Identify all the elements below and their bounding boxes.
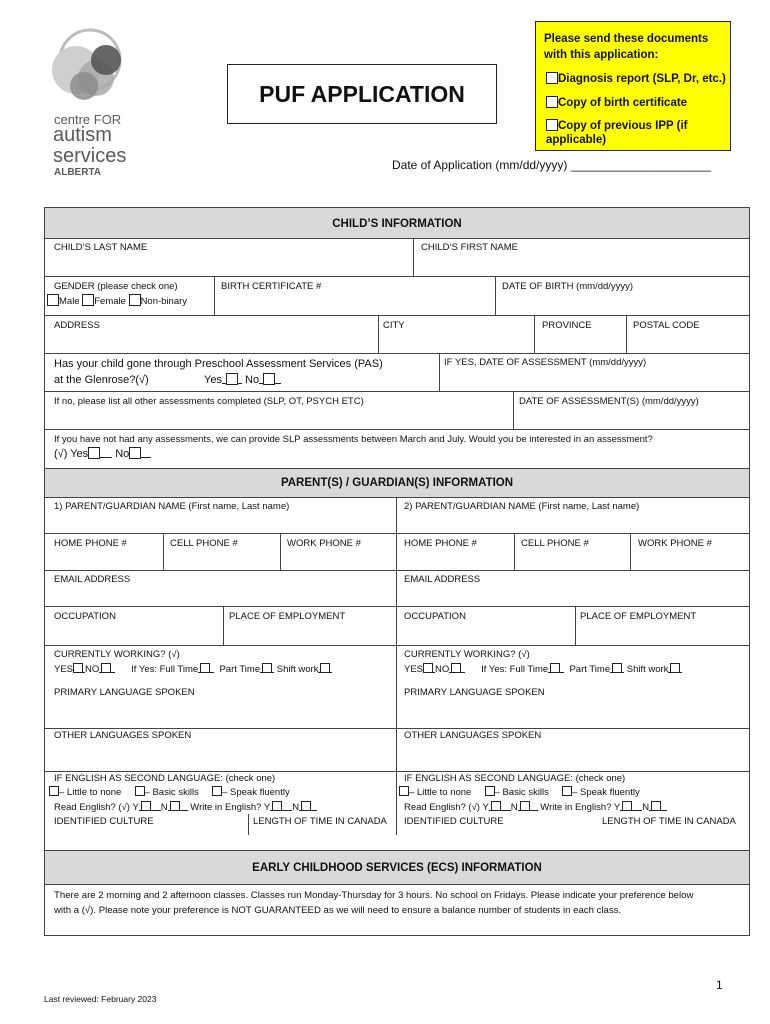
- write-label: Write in English? Y: [190, 802, 271, 813]
- no-label: No: [245, 374, 260, 386]
- p2-primary-language-label: PRIMARY LANGUAGE SPOKEN: [404, 687, 545, 698]
- n-label: N: [292, 802, 300, 813]
- logo-line1: centre FOR: [54, 112, 122, 127]
- checkbox[interactable]: [451, 663, 461, 673]
- checkbox[interactable]: [49, 786, 59, 796]
- checkbox[interactable]: [670, 663, 680, 673]
- child-last-name-label: CHILD’S LAST NAME: [54, 242, 148, 253]
- part-time-label: Part Time: [219, 664, 261, 675]
- p1-working-label: CURRENTLY WORKING? (√): [54, 649, 180, 660]
- checkbox[interactable]: [399, 786, 409, 796]
- basic-label: – Basic skills: [494, 787, 549, 798]
- n-label: N: [510, 802, 518, 813]
- divider: [626, 315, 627, 353]
- checkbox[interactable]: [262, 663, 272, 673]
- pas-no-checkbox[interactable]: [263, 373, 275, 385]
- checkbox[interactable]: [562, 786, 572, 796]
- logo-line4: ALBERTA: [54, 167, 102, 178]
- checkbox[interactable]: [301, 801, 311, 811]
- assessment-dates-label: DATE OF ASSESSMENT(S) (mm/dd/yyyy): [519, 396, 699, 407]
- checkbox[interactable]: [651, 801, 661, 811]
- checkbox[interactable]: [423, 663, 433, 673]
- checkbox[interactable]: [272, 801, 282, 811]
- slp-no-label: No: [115, 448, 130, 460]
- little-label: – Little to none: [409, 787, 472, 798]
- other-assessments-label: If no, please list all other assessments completed (SLP, OT, PSYCH ETC): [54, 396, 364, 407]
- child-first-name-label: CHILD’S FIRST NAME: [421, 242, 518, 253]
- child-section-title: CHILD’S INFORMATION: [332, 218, 462, 230]
- divider: [396, 497, 397, 835]
- checkbox[interactable]: [170, 801, 180, 811]
- p1-esl-label: IF ENGLISH AS SECOND LANGUAGE: (check one): [54, 773, 276, 784]
- divider: [45, 645, 749, 646]
- checkbox[interactable]: [612, 663, 622, 673]
- divider: [513, 391, 514, 429]
- doc-item-ipp: [546, 119, 726, 147]
- checkbox[interactable]: [622, 801, 632, 811]
- p1-work-phone-label: WORK PHONE #: [287, 538, 361, 549]
- divider: [413, 238, 414, 276]
- p1-primary-language-label: PRIMARY LANGUAGE SPOKEN: [54, 687, 195, 698]
- checkbox[interactable]: [550, 663, 560, 673]
- write-label: Write in English? Y: [540, 802, 621, 813]
- page-number: 1: [716, 978, 723, 992]
- full-time-label: If Yes: Full Time: [481, 664, 549, 675]
- footer-last-reviewed: Last reviewed: February 2023: [44, 994, 157, 1004]
- pas-date-label: IF YES, DATE OF ASSESSMENT (mm/dd/yyyy): [444, 357, 647, 368]
- p1-home-phone-label: HOME PHONE #: [54, 538, 127, 549]
- no-label: NO: [435, 664, 450, 675]
- divider: [45, 533, 749, 534]
- checkbox[interactable]: [520, 801, 530, 811]
- province-label: PROVINCE: [542, 320, 592, 331]
- divider: [534, 315, 535, 353]
- divider: [495, 276, 496, 315]
- p2-other-languages-label: OTHER LANGUAGES SPOKEN: [404, 730, 542, 741]
- gender-label: GENDER (please check one): [54, 281, 178, 292]
- address-label: ADDRESS: [54, 320, 100, 331]
- doc-item-label: Copy of previous IPP (if applicable): [546, 120, 688, 146]
- checkbox[interactable]: [491, 801, 501, 811]
- divider: [575, 606, 576, 645]
- slp-yes-no: [54, 446, 151, 462]
- pas-yes-checkbox[interactable]: [226, 373, 238, 385]
- checkbox[interactable]: [320, 663, 330, 673]
- ecs-line-1: There are 2 morning and 2 afternoon classes. Classes run Monday-Thursday for 3 hours. No school on Fridays. Please indicate your preference below: [54, 890, 694, 901]
- divider: [223, 606, 224, 645]
- p2-read-write: [404, 800, 667, 814]
- p2-work-phone-label: WORK PHONE #: [638, 538, 712, 549]
- p2-length-label: LENGTH OF TIME IN CANADA: [602, 816, 736, 827]
- logo-line3: services: [53, 145, 127, 167]
- fluent-label: – Speak fluently: [572, 787, 640, 798]
- yes-label: YES: [54, 664, 74, 675]
- documents-box: [535, 21, 731, 151]
- fluent-label: – Speak fluently: [222, 787, 290, 798]
- checkbox[interactable]: [546, 96, 558, 108]
- divider: [163, 533, 164, 570]
- checkbox[interactable]: [73, 663, 83, 673]
- divider: [378, 315, 379, 353]
- p2-working-options: [404, 662, 682, 676]
- checkbox[interactable]: [101, 663, 111, 673]
- p1-working-options: [54, 662, 332, 676]
- gender-option-label: Female: [94, 296, 126, 307]
- doc-item-label: Diagnosis report (SLP, Dr, etc.): [558, 73, 726, 85]
- p1-cell-phone-label: CELL PHONE #: [170, 538, 238, 549]
- checkbox[interactable]: [546, 119, 558, 131]
- p1-length-label: LENGTH OF TIME IN CANADA: [253, 816, 387, 827]
- p1-place-label: PLACE OF EMPLOYMENT: [229, 611, 346, 622]
- read-label: Read English? (√) Y: [54, 802, 139, 813]
- n-label: N: [160, 802, 168, 813]
- yes-label: Yes: [204, 374, 222, 386]
- p1-email-label: EMAIL ADDRESS: [54, 574, 131, 585]
- doc-item-label: Copy of birth certificate: [558, 97, 688, 109]
- shift-label: Shift work: [626, 664, 669, 675]
- divider: [45, 606, 749, 607]
- divider: [248, 814, 249, 835]
- city-label: CITY: [383, 320, 405, 331]
- slp-question: If you have not had any assessments, we can provide SLP assessments between March and July. Would you be interested in an assessment?: [54, 434, 653, 445]
- parent2-name-label: 2) PARENT/GUARDIAN NAME (First name, Last name): [404, 501, 640, 512]
- divider: [45, 391, 749, 392]
- slp-yes-label: (√) Yes: [54, 448, 89, 460]
- p2-cell-phone-label: CELL PHONE #: [521, 538, 589, 549]
- pas-question-2: at the Glenrose?(√): [54, 374, 149, 386]
- slp-no-checkbox[interactable]: [129, 447, 141, 459]
- form-table: [44, 207, 750, 936]
- dob-label: DATE OF BIRTH (mm/dd/yyyy): [502, 281, 634, 292]
- p2-home-phone-label: HOME PHONE #: [404, 538, 477, 549]
- divider: [45, 497, 749, 498]
- yes-label: YES: [404, 664, 424, 675]
- full-time-label: If Yes: Full Time: [131, 664, 199, 675]
- doc-item-diagnosis: [546, 72, 726, 86]
- gender-options: [47, 294, 187, 308]
- divider: [45, 570, 749, 571]
- logo-circles: [46, 20, 128, 120]
- divider: [280, 533, 281, 570]
- p2-place-label: PLACE OF EMPLOYMENT: [580, 611, 697, 622]
- divider: [214, 276, 215, 315]
- divider: [45, 429, 749, 430]
- p1-other-languages-label: OTHER LANGUAGES SPOKEN: [54, 730, 192, 741]
- pas-question-1: Has your child gone through Preschool Assessment Services (PAS): [54, 358, 383, 370]
- divider: [45, 884, 749, 885]
- divider: [45, 353, 749, 354]
- divider: [45, 315, 749, 316]
- p2-occupation-label: OCCUPATION: [404, 611, 466, 622]
- checkbox[interactable]: [200, 663, 210, 673]
- divider: [45, 276, 749, 277]
- p1-culture-label: IDENTIFIED CULTURE: [54, 816, 154, 827]
- page-title: PUF APPLICATION: [227, 64, 497, 124]
- documents-heading: Please send these documents with this application:: [544, 33, 709, 61]
- logo-line2: autism: [53, 124, 112, 146]
- p2-culture-label: IDENTIFIED CULTURE: [404, 816, 504, 827]
- non-binary-checkbox[interactable]: [129, 294, 141, 306]
- p1-esl-options: [49, 786, 290, 799]
- gender-option-label: Non-binary: [140, 296, 188, 307]
- checkbox[interactable]: [141, 801, 151, 811]
- female-checkbox[interactable]: [82, 294, 94, 306]
- divider: [630, 533, 631, 570]
- part-time-label: Part Time: [569, 664, 611, 675]
- p2-esl-label: IF ENGLISH AS SECOND LANGUAGE: (check one): [404, 773, 626, 784]
- p2-esl-options: [399, 786, 640, 799]
- birth-cert-label: BIRTH CERTIFICATE #: [221, 281, 322, 292]
- p2-email-label: EMAIL ADDRESS: [404, 574, 481, 585]
- slp-yes-checkbox[interactable]: [88, 447, 100, 459]
- p1-occupation-label: OCCUPATION: [54, 611, 116, 622]
- n-label: N: [642, 802, 650, 813]
- shift-label: Shift work: [276, 664, 319, 675]
- p1-read-write: [54, 800, 317, 814]
- checkbox[interactable]: [485, 786, 495, 796]
- date-of-application[interactable]: Date of Application (mm/dd/yyyy) _____________________: [392, 158, 711, 172]
- p2-working-label: CURRENTLY WORKING? (√): [404, 649, 530, 660]
- male-checkbox[interactable]: [47, 294, 59, 306]
- checkbox[interactable]: [546, 72, 558, 84]
- read-label: Read English? (√) Y: [404, 802, 489, 813]
- gender-option-label: Male: [59, 296, 80, 307]
- ecs-section-title: EARLY CHILDHOOD SERVICES (ECS) INFORMATION: [252, 862, 542, 874]
- little-label: – Little to none: [59, 787, 122, 798]
- parents-section-title: PARENT(S) / GUARDIAN(S) INFORMATION: [280, 477, 514, 489]
- divider: [439, 353, 440, 391]
- divider: [514, 533, 515, 570]
- divider: [45, 238, 749, 239]
- parent1-name-label: 1) PARENT/GUARDIAN NAME (First name, Last name): [54, 501, 290, 512]
- checkbox[interactable]: [212, 786, 222, 796]
- checkbox[interactable]: [135, 786, 145, 796]
- postal-code-label: POSTAL CODE: [633, 320, 700, 331]
- basic-label: – Basic skills: [144, 787, 199, 798]
- pas-yes-no: [204, 372, 281, 388]
- ecs-line-2: with a (√). Please note your preference is NOT GUARANTEED as we will need to ensure a balance number of students in each class.: [54, 905, 622, 916]
- no-label: NO: [85, 664, 100, 675]
- doc-item-birth-cert: [546, 96, 687, 110]
